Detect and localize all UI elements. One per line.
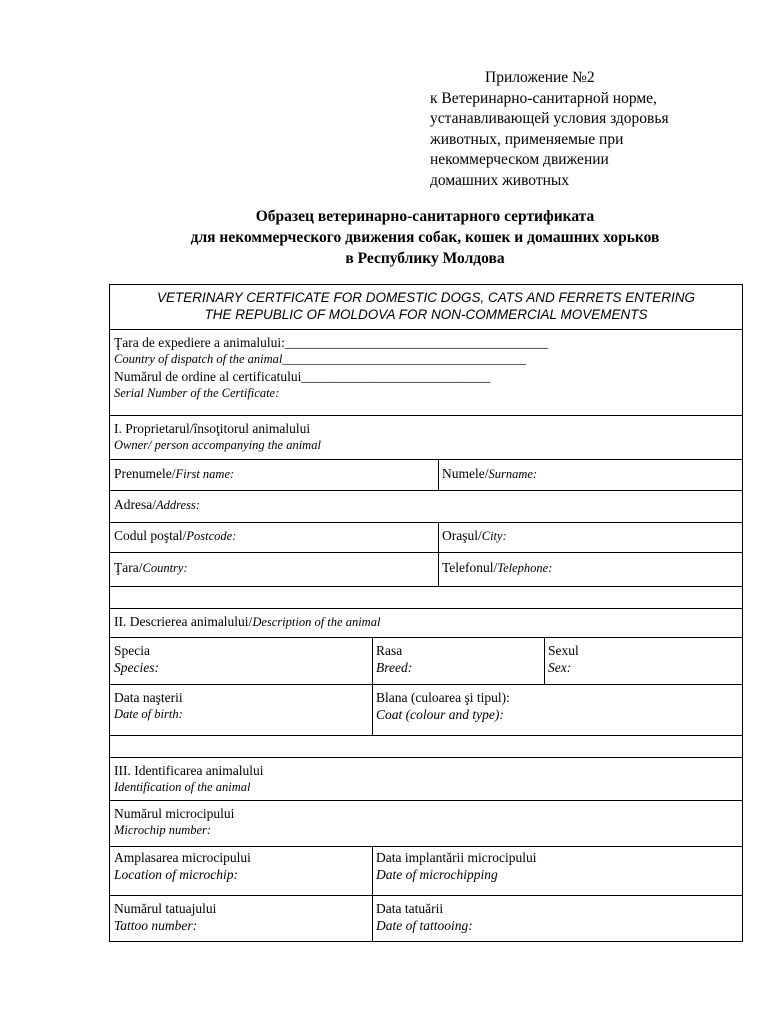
telephone-label-en: Telephone: (497, 561, 553, 575)
tattooing-date-label-en: Date of tattooing: (376, 918, 473, 933)
row-divider (110, 586, 742, 587)
annex-line: устанавливающей условия здоровья (430, 110, 669, 127)
annex-title: Приложение №2 (485, 69, 595, 86)
microchip-number-label: Numărul microcipului (114, 806, 235, 821)
breed-label-en: Breed: (376, 660, 413, 675)
row-divider (110, 459, 742, 460)
column-divider (438, 459, 439, 491)
row-divider (110, 552, 742, 553)
description-title: II. Descrierea animalului/ (114, 614, 253, 629)
row-divider (110, 637, 742, 638)
identification-title-en: Identification of the animal (114, 780, 251, 794)
surname-label: Numele/ (442, 466, 489, 481)
species-field[interactable] (114, 642, 159, 676)
title-line-3: в Республику Молдова (345, 250, 505, 267)
column-divider (372, 846, 373, 942)
microchipping-date-field[interactable] (376, 849, 536, 883)
postcode-field[interactable] (114, 527, 236, 545)
annex-reference (430, 68, 760, 191)
sex-field[interactable] (548, 642, 579, 676)
first-name-label-en: First name: (175, 467, 235, 481)
row-divider (110, 684, 742, 685)
surname-field[interactable] (442, 465, 537, 483)
microchip-number-field[interactable] (114, 805, 234, 839)
tattoo-number-label: Numărul tatuajului (114, 901, 217, 916)
microchip-location-label-en: Location of microchip: (114, 867, 238, 882)
annex-line: животных, применяемые при (430, 130, 624, 148)
form-header-line-1: VETERINARY CERTFICATE FOR DOMESTIC DOGS, CATS AND FERRETS ENTERING (156, 290, 696, 305)
row-divider (110, 757, 742, 758)
serial-number-label-en: Serial Number of the Certificate: (114, 386, 280, 400)
row-divider (110, 800, 742, 801)
row-divider (110, 522, 742, 523)
certificate-form (109, 284, 743, 942)
description-title-en: Description of the animal (252, 615, 381, 629)
description-section-title (114, 613, 380, 631)
column-divider (544, 637, 545, 684)
sex-label: Sexul (548, 643, 579, 658)
form-header (110, 289, 742, 323)
row-divider (110, 608, 742, 609)
column-divider (438, 522, 439, 586)
document-title (110, 206, 740, 269)
column-divider (372, 637, 373, 735)
country-field[interactable] (114, 559, 188, 577)
country-label-en: Country: (142, 561, 188, 575)
breed-label: Rasa (376, 643, 403, 658)
surname-label-en: Surname: (488, 467, 538, 481)
title-line-1: Образец ветеринарно-санитарного сертификата (255, 208, 595, 225)
coat-label-en: Coat (colour and type): (376, 707, 504, 722)
tattoo-number-field[interactable] (114, 900, 216, 934)
owner-section-title-en: Owner/ person accompanying the animal (114, 438, 321, 452)
city-label-en: City: (481, 529, 507, 543)
city-label: Oraşul/ (442, 528, 482, 543)
breed-field[interactable] (376, 642, 412, 676)
dispatch-country-label-en: Country of dispatch of the animal_______________________________________ (114, 352, 527, 366)
postcode-label: Codul poştal/ (114, 528, 187, 543)
sex-label-en: Sex: (548, 660, 572, 675)
telephone-field[interactable] (442, 559, 552, 577)
microchip-location-label: Amplasarea microcipului (114, 850, 251, 865)
annex-line: к Ветеринарно-санитарной норме, (430, 89, 657, 107)
address-field[interactable] (114, 496, 200, 514)
date-of-birth-label: Data naşterii (114, 690, 183, 705)
title-line-2: для некоммерческого движения собак, кошек и домашних хорьков (190, 229, 660, 246)
tattooing-date-label: Data tatuării (376, 901, 444, 916)
microchip-location-field[interactable] (114, 849, 251, 883)
country-label: Ţara/ (114, 560, 143, 575)
first-name-field[interactable] (114, 465, 234, 483)
serial-number-field[interactable]: Numărul de ordine al certificatului____________________________ (114, 369, 491, 384)
dispatch-country-field[interactable]: Ţara de expediere a animalului:_______________________________________ (114, 335, 549, 350)
microchipping-date-label-en: Date of microchipping (376, 867, 498, 882)
identification-title: III. Identificarea animalului (114, 763, 264, 778)
microchipping-date-label: Data implantării microcipului (376, 850, 537, 865)
date-of-birth-field[interactable] (114, 689, 183, 723)
telephone-label: Telefonul/ (442, 560, 498, 575)
first-name-label: Prenumele/ (114, 466, 176, 481)
microchip-number-label-en: Microchip number: (114, 823, 212, 837)
row-divider (110, 415, 742, 416)
annex-line: домашних животных (430, 171, 570, 189)
tattoo-number-label-en: Tattoo number: (114, 918, 198, 933)
address-label-en: Address: (155, 498, 200, 512)
coat-label: Blana (culoarea şi tipul): (376, 690, 510, 705)
row-divider (110, 490, 742, 491)
date-of-birth-label-en: Date of birth: (114, 707, 183, 721)
annex-line: некоммерческом движении (430, 151, 609, 168)
species-label-en: Species: (114, 660, 159, 675)
row-divider (110, 846, 742, 847)
row-divider (110, 735, 742, 736)
row-divider (110, 329, 742, 330)
form-header-line-2: THE REPUBLIC OF MOLDOVA FOR NON-COMMERCIAL MOVEMENTS (204, 307, 648, 322)
tattooing-date-field[interactable] (376, 900, 473, 934)
owner-section-title: I. Proprietarul/însoţitorul animalului (114, 421, 311, 436)
species-label: Specia (114, 643, 150, 658)
row-divider (110, 895, 742, 896)
postcode-label-en: Postcode: (186, 529, 237, 543)
identification-section-title (114, 762, 264, 796)
coat-field[interactable] (376, 689, 510, 723)
city-field[interactable] (442, 527, 507, 545)
address-label: Adresa/ (114, 497, 156, 512)
